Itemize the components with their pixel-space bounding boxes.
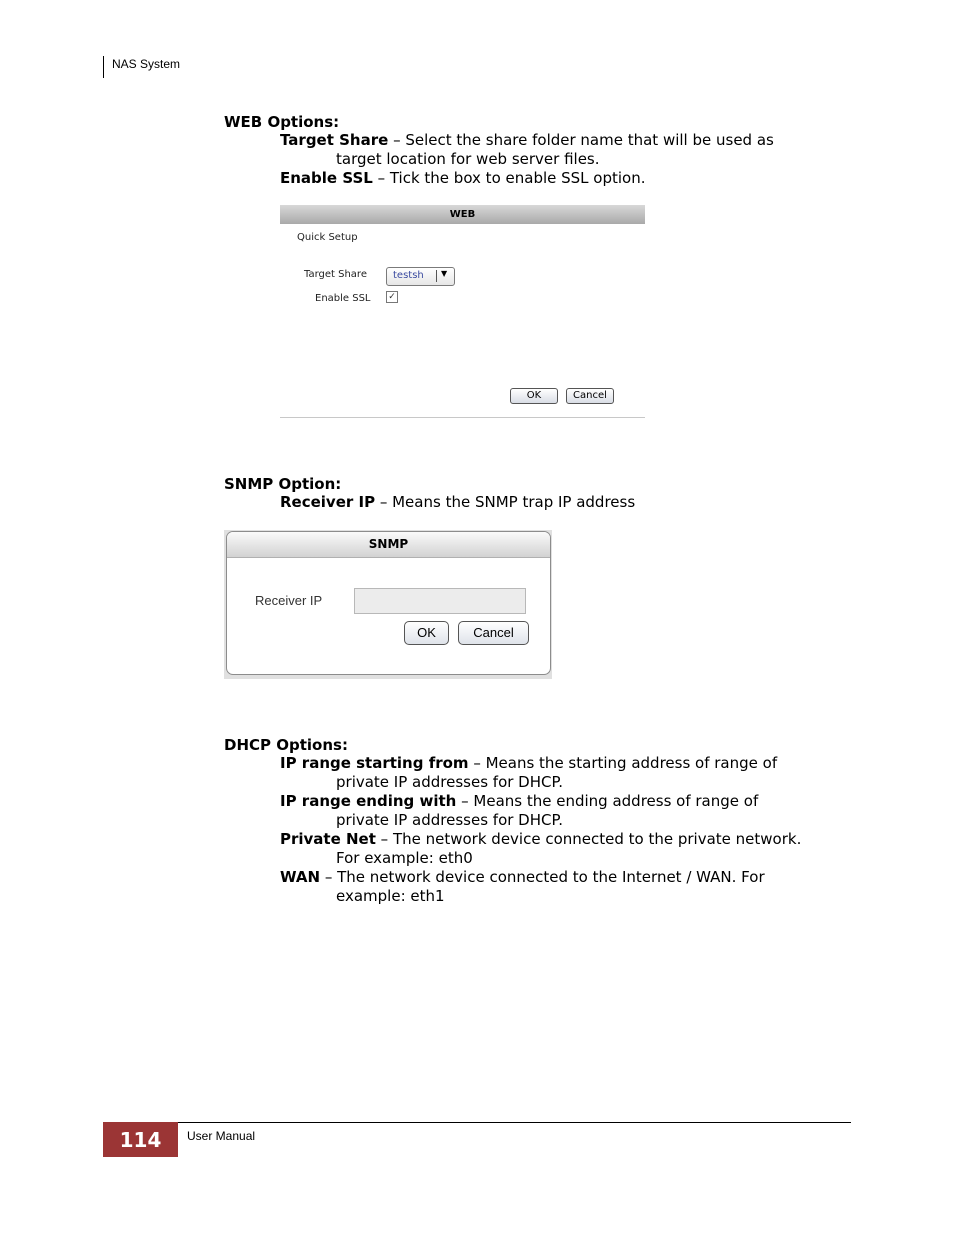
footer-divider (178, 1122, 851, 1123)
target-share-label: Target Share (304, 269, 367, 280)
receiver-ip-label: Receiver IP (255, 593, 323, 608)
description: – Select the share folder name that will be used as (388, 131, 774, 149)
description: – Means the ending address of range of (456, 792, 759, 810)
enable-ssl-checkbox[interactable] (386, 291, 398, 303)
dhcp-item-wan (280, 868, 840, 906)
quick-setup-label: Quick Setup (297, 232, 358, 243)
web-item-target-share (280, 131, 840, 169)
web-settings-panel (280, 205, 645, 418)
description-continued: For example: eth0 (336, 849, 473, 867)
description: – Means the starting address of range of (468, 754, 778, 772)
snmp-section-title: SNMP Option: (224, 475, 342, 493)
description-continued: example: eth1 (336, 887, 445, 905)
term: IP range ending with (280, 792, 457, 810)
description-continued: private IP addresses for DHCP. (336, 773, 563, 791)
web-cancel-button[interactable]: Cancel (566, 388, 614, 404)
snmp-ok-button[interactable]: OK (404, 621, 449, 645)
select-separator (436, 270, 437, 282)
dhcp-section-title: DHCP Options: (224, 736, 348, 754)
target-share-select[interactable] (386, 267, 455, 286)
chevron-down-icon: ▼ (441, 269, 448, 278)
web-item-enable-ssl (280, 169, 840, 188)
snmp-item-receiver-ip (280, 493, 840, 512)
term: Target Share (280, 131, 389, 149)
page-number: 114 (103, 1122, 178, 1157)
description: – The network device connected to the Internet / WAN. For (320, 868, 765, 886)
description: – Tick the box to enable SSL option. (372, 169, 646, 187)
target-share-value: testsh (393, 270, 424, 281)
footer-label: User Manual (187, 1129, 256, 1143)
term: Private Net (280, 830, 376, 848)
term: IP range starting from (280, 754, 469, 772)
snmp-cancel-button[interactable]: Cancel (458, 621, 529, 645)
term: WAN (280, 868, 321, 886)
header-divider (103, 56, 104, 78)
snmp-dialog (226, 531, 551, 675)
dhcp-item-private-net (280, 830, 850, 868)
term: Receiver IP (280, 493, 376, 511)
snmp-dialog-backdrop (224, 530, 552, 679)
web-panel-title: WEB (280, 205, 645, 224)
description-continued: private IP addresses for DHCP. (336, 811, 563, 829)
snmp-dialog-title: SNMP (227, 532, 550, 558)
web-ok-button[interactable]: OK (510, 388, 558, 404)
dhcp-item-range-start (280, 754, 840, 792)
checkmark-icon: ✓ (388, 292, 396, 302)
web-section-title: WEB Options: (224, 113, 340, 131)
term: Enable SSL (280, 169, 373, 187)
enable-ssl-label: Enable SSL (315, 293, 371, 304)
description-continued: target location for web server files. (336, 150, 600, 168)
dhcp-item-range-end (280, 792, 840, 830)
receiver-ip-input[interactable] (354, 588, 526, 614)
header-title: NAS System (112, 57, 181, 71)
description: – The network device connected to the private network. (375, 830, 802, 848)
description: – Means the SNMP trap IP address (375, 493, 636, 511)
